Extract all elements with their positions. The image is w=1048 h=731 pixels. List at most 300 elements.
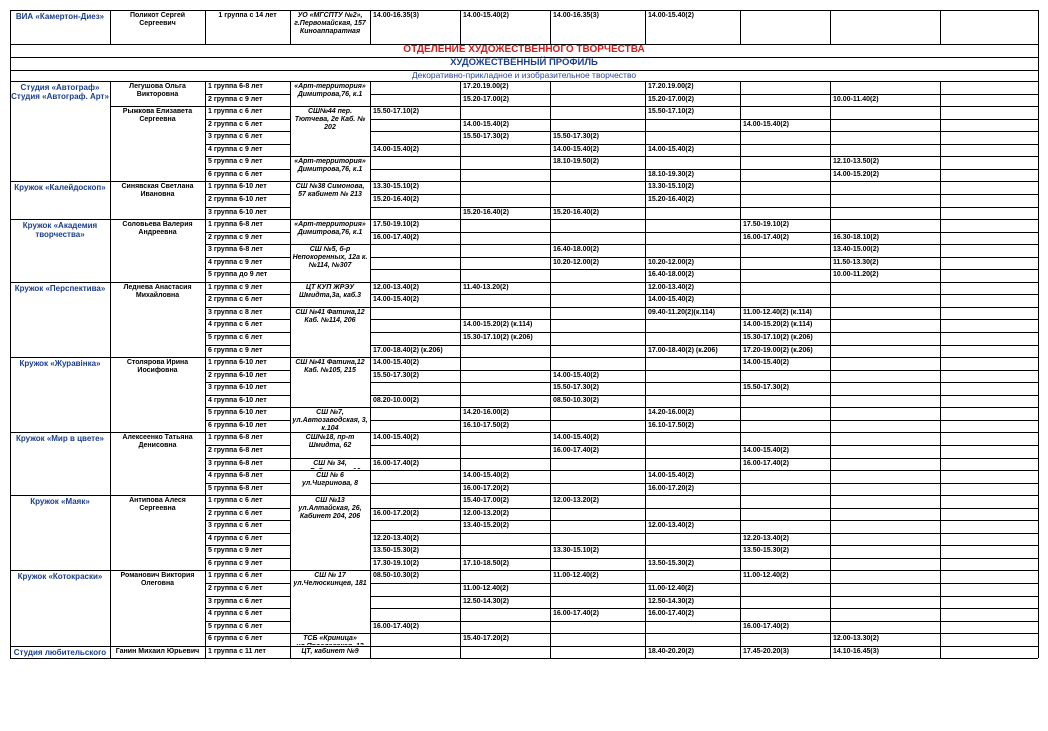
time-cell bbox=[551, 83, 644, 94]
column-border bbox=[940, 646, 941, 659]
time-cell: 15.40-17.00(2) bbox=[463, 497, 509, 505]
time-cell bbox=[831, 623, 939, 634]
time-cell bbox=[371, 246, 459, 257]
time-cell bbox=[941, 83, 1037, 94]
column-border bbox=[370, 81, 371, 181]
time-cell bbox=[371, 485, 459, 496]
studio-name: Кружок «Академия творчества» bbox=[22, 221, 98, 240]
time-cell bbox=[371, 209, 459, 220]
time-cell bbox=[941, 246, 1037, 257]
group-label: 5 группа до 9 лет bbox=[208, 271, 268, 279]
column-border bbox=[645, 181, 646, 219]
column-border bbox=[940, 181, 941, 219]
column-border bbox=[370, 181, 371, 219]
time-cell bbox=[741, 12, 829, 44]
row-border bbox=[370, 332, 1038, 333]
row-border bbox=[290, 244, 370, 245]
row-border bbox=[370, 583, 1038, 584]
column-border bbox=[110, 570, 111, 645]
column-border bbox=[205, 219, 206, 282]
group-label: 3 группа 6-8 лет bbox=[208, 246, 263, 254]
column-border bbox=[740, 10, 741, 44]
row-border bbox=[205, 119, 290, 120]
row-border bbox=[290, 470, 370, 471]
column-border bbox=[740, 646, 741, 659]
time-cell bbox=[831, 535, 939, 546]
teacher-name: Легушова Ольга Викторовна bbox=[129, 83, 186, 99]
time-cell bbox=[461, 158, 549, 169]
time-cell bbox=[741, 284, 829, 295]
time-cell bbox=[551, 648, 644, 659]
column-border bbox=[940, 219, 941, 282]
time-cell: 16.00-17.40(2) bbox=[373, 622, 419, 630]
row-border bbox=[370, 420, 1038, 421]
time-cell bbox=[551, 485, 644, 496]
time-cell bbox=[941, 108, 1037, 119]
time-cell bbox=[371, 259, 459, 270]
time-cell bbox=[551, 296, 644, 307]
time-cell: 14.00-15.40(2) bbox=[373, 145, 419, 153]
venue-address: ТСБ «Криница» bbox=[303, 635, 357, 643]
time-cell: 14.00-15.40(2) bbox=[463, 120, 509, 128]
venue-address: ЦТ, кабинет №9 bbox=[301, 647, 359, 655]
row-border bbox=[205, 319, 290, 320]
row-border bbox=[205, 294, 290, 295]
time-cell bbox=[741, 196, 829, 207]
row-border bbox=[290, 106, 370, 107]
time-cell bbox=[741, 259, 829, 270]
time-cell bbox=[941, 547, 1037, 558]
time-cell: 12.00-13.40(2) bbox=[648, 522, 694, 530]
column-border bbox=[550, 282, 551, 357]
column-border bbox=[550, 357, 551, 432]
time-cell bbox=[831, 497, 939, 508]
group-label: 1 группа с 6 лет bbox=[208, 572, 263, 580]
time-cell: 15.20-16.40(2) bbox=[463, 208, 509, 216]
column-border bbox=[205, 357, 206, 432]
time-cell bbox=[941, 321, 1037, 332]
row-border bbox=[370, 382, 1038, 383]
time-cell: 14.00-15.40(2) bbox=[373, 296, 419, 304]
row-border bbox=[370, 458, 1038, 459]
studio-name: Кружок «Котокраски» bbox=[17, 572, 103, 582]
column-border bbox=[370, 646, 371, 659]
time-cell bbox=[831, 510, 939, 521]
row-border bbox=[205, 633, 290, 634]
time-cell bbox=[551, 234, 644, 245]
time-cell bbox=[741, 146, 829, 157]
time-cell bbox=[646, 497, 739, 508]
time-cell: 14.20-16.00(2) bbox=[648, 409, 694, 417]
time-cell: 15.50-17.10(2) bbox=[373, 108, 419, 116]
row-border bbox=[205, 269, 290, 270]
time-cell: 14.00-15.40(2) bbox=[463, 472, 509, 480]
group-label: 3 группа с 8 лет bbox=[208, 308, 263, 316]
time-cell bbox=[941, 334, 1037, 345]
time-cell bbox=[941, 183, 1037, 194]
time-cell bbox=[461, 347, 549, 358]
row-border bbox=[370, 207, 1038, 208]
time-cell bbox=[741, 209, 829, 220]
column-border bbox=[290, 282, 291, 357]
column-border bbox=[940, 495, 941, 570]
column-border bbox=[645, 10, 646, 44]
column-border bbox=[10, 357, 11, 432]
time-cell bbox=[551, 108, 644, 119]
group-label: 3 группа с 6 лет bbox=[208, 133, 263, 141]
time-cell bbox=[741, 510, 829, 521]
time-cell bbox=[941, 560, 1037, 571]
column-border bbox=[740, 495, 741, 570]
venue-address: СШ №38 Симонова, 57 кабинет № 213 bbox=[295, 183, 365, 199]
column-border bbox=[1038, 57, 1039, 70]
row-border bbox=[370, 131, 1038, 132]
time-cell bbox=[831, 560, 939, 571]
time-cell bbox=[941, 171, 1037, 182]
time-cell bbox=[741, 158, 829, 169]
row-border bbox=[205, 545, 290, 546]
studio-name: Кружок «Маяк» bbox=[30, 497, 90, 507]
time-cell bbox=[646, 572, 739, 583]
department-title: ОТДЕЛЕНИЕ ХУДОЖЕСТВЕННОГО ТВОРЧЕСТВА bbox=[403, 44, 645, 55]
row-border bbox=[370, 294, 1038, 295]
column-border bbox=[110, 495, 111, 570]
time-cell bbox=[741, 422, 829, 433]
time-cell: 11.00-12.40(2) bbox=[743, 572, 789, 580]
time-cell bbox=[741, 472, 829, 483]
time-cell bbox=[741, 635, 829, 646]
time-cell bbox=[461, 196, 549, 207]
venue-address: «Арт-территория» Димитрова,76, к.1 bbox=[294, 221, 366, 237]
row-border bbox=[205, 370, 290, 371]
column-border bbox=[740, 181, 741, 219]
time-cell: 08.20-10.00(2) bbox=[373, 396, 419, 404]
time-cell bbox=[831, 321, 939, 332]
venue-address: СШ № 6 ул.Чигринова, 8 bbox=[301, 472, 359, 488]
block-border bbox=[10, 282, 1038, 283]
time-cell bbox=[831, 12, 939, 44]
time-cell: 17.20-19.00(2) (к.206) bbox=[743, 346, 813, 354]
row-border bbox=[205, 608, 290, 609]
row-border bbox=[205, 470, 290, 471]
group-label: 2 группа с 6 лет bbox=[208, 296, 263, 304]
column-border bbox=[1038, 219, 1039, 282]
time-cell: 16.00-17.40(2) bbox=[743, 622, 789, 630]
time-cell bbox=[551, 522, 644, 533]
column-border bbox=[830, 282, 831, 357]
column-border bbox=[550, 181, 551, 219]
time-cell: 14.00-15.40(2) bbox=[463, 12, 509, 19]
time-cell bbox=[461, 221, 549, 232]
row-border bbox=[205, 621, 290, 622]
column-border bbox=[205, 646, 206, 659]
time-cell bbox=[646, 460, 739, 471]
column-border bbox=[1038, 282, 1039, 357]
time-cell: 15.30-17.10(2) (к.206) bbox=[463, 334, 533, 341]
group-label: 6 группа 6-10 лет bbox=[208, 421, 267, 429]
time-cell bbox=[831, 334, 939, 345]
studio-name: Кружок «Журавінка» bbox=[19, 359, 101, 369]
time-cell bbox=[941, 158, 1037, 169]
time-cell: 14.00-15.40(2) bbox=[743, 359, 789, 367]
column-border bbox=[830, 646, 831, 659]
column-border bbox=[370, 570, 371, 645]
row-border bbox=[370, 508, 1038, 509]
time-cell bbox=[461, 572, 549, 583]
column-border bbox=[290, 570, 291, 645]
time-cell bbox=[646, 635, 739, 646]
group-label: 1 группа 6-8 лет bbox=[208, 434, 263, 442]
time-cell: 17.50-19.10(2) bbox=[373, 221, 419, 229]
time-cell bbox=[646, 221, 739, 232]
time-cell: 16.00-17.40(2) bbox=[373, 233, 419, 241]
column-border bbox=[205, 570, 206, 645]
venue-address: СШ№44 пер. Тютчева, 2е Каб. № 202 bbox=[294, 108, 366, 132]
group-label: 1 группа 6-10 лет bbox=[208, 359, 267, 367]
column-border bbox=[370, 282, 371, 357]
time-cell bbox=[646, 510, 739, 521]
row-border bbox=[370, 232, 1038, 233]
row-border bbox=[370, 345, 1038, 346]
time-cell bbox=[371, 648, 459, 659]
group-label: 3 группа 6-10 лет bbox=[208, 384, 267, 392]
column-border bbox=[550, 219, 551, 282]
group-label: 5 группа 6-10 лет bbox=[208, 409, 267, 417]
row-border bbox=[370, 621, 1038, 622]
time-cell bbox=[461, 146, 549, 157]
time-cell bbox=[831, 547, 939, 558]
time-cell bbox=[461, 372, 549, 383]
time-cell bbox=[371, 447, 459, 458]
time-cell: 17.30-19.10(2) bbox=[373, 559, 419, 567]
row-border bbox=[370, 144, 1038, 145]
time-cell bbox=[941, 572, 1037, 583]
time-cell bbox=[551, 196, 644, 207]
row-border bbox=[370, 520, 1038, 521]
time-cell: 14.00-16.35(3) bbox=[553, 12, 599, 19]
block-border bbox=[10, 219, 1038, 220]
time-cell bbox=[646, 133, 739, 144]
column-border bbox=[110, 357, 111, 432]
time-cell bbox=[831, 121, 939, 132]
time-cell bbox=[461, 271, 549, 282]
venue-address: СШ №7, ул.Автозаводская, 3, к.104 bbox=[292, 409, 368, 432]
group-label: 2 группа с 9 лет bbox=[208, 233, 263, 241]
column-border bbox=[10, 70, 11, 81]
row-border bbox=[205, 407, 290, 408]
time-cell bbox=[551, 221, 644, 232]
row-border bbox=[370, 169, 1038, 170]
column-border bbox=[830, 432, 831, 495]
time-cell bbox=[831, 359, 939, 370]
time-cell bbox=[941, 259, 1037, 270]
time-cell bbox=[371, 598, 459, 609]
column-border bbox=[830, 81, 831, 181]
group-label: 6 группа с 9 лет bbox=[208, 346, 263, 354]
group-label: 5 группа с 6 лет bbox=[208, 334, 263, 341]
row-border bbox=[370, 370, 1038, 371]
column-border bbox=[110, 282, 111, 357]
time-cell bbox=[371, 497, 459, 508]
time-cell: 11.50-13.30(2) bbox=[833, 258, 879, 266]
column-border bbox=[940, 81, 941, 181]
time-cell: 14.00-15.40(2) bbox=[553, 371, 599, 379]
time-cell bbox=[831, 472, 939, 483]
group-label: 4 группа с 9 лет bbox=[208, 145, 263, 153]
teacher-name: Синявская Светлана Ивановна bbox=[121, 183, 194, 199]
group-label: 2 группа 6-10 лет bbox=[208, 371, 267, 379]
time-cell: 17.00-18.40(2) (к.206) bbox=[648, 346, 718, 354]
group-label: 2 группа с 6 лет bbox=[208, 585, 263, 592]
column-border bbox=[1038, 357, 1039, 432]
time-cell bbox=[941, 271, 1037, 282]
time-cell bbox=[646, 321, 739, 332]
time-cell bbox=[831, 196, 939, 207]
time-cell bbox=[741, 372, 829, 383]
venue-address: «Арт-территория» Димитрова,76, к.1 bbox=[294, 83, 366, 99]
time-cell bbox=[461, 108, 549, 119]
time-cell bbox=[941, 372, 1037, 383]
time-cell: 10.00-11.20(2) bbox=[833, 271, 879, 279]
group-label: 2 группа 6-8 лет bbox=[208, 446, 263, 454]
time-cell bbox=[371, 334, 459, 345]
column-border bbox=[370, 432, 371, 495]
time-cell: 12.00-13.40(2) bbox=[373, 283, 419, 291]
row-border bbox=[110, 106, 205, 107]
time-cell bbox=[461, 384, 549, 395]
time-cell bbox=[941, 598, 1037, 609]
time-cell bbox=[941, 535, 1037, 546]
column-border bbox=[830, 181, 831, 219]
group-label: 1 группа с 6 лет bbox=[208, 497, 263, 505]
time-cell bbox=[461, 623, 549, 634]
teacher-name: Ганин Михаил Юрьевич bbox=[115, 647, 200, 655]
time-cell bbox=[941, 623, 1037, 634]
column-border bbox=[460, 432, 461, 495]
group-label: 4 группа 6-8 лет bbox=[208, 472, 263, 480]
time-cell: 18.10-19.30(2) bbox=[648, 170, 694, 178]
time-cell: 09.40-11.20(2)(к.114) bbox=[648, 308, 715, 316]
time-cell: 11.40-13.20(2) bbox=[463, 283, 509, 291]
time-cell bbox=[646, 535, 739, 546]
venue-address: СШ №41 Фатина,12 Каб. №114, 206 bbox=[295, 308, 365, 324]
column-border bbox=[645, 495, 646, 570]
time-cell: 14.00-15.40(2) bbox=[553, 434, 599, 442]
group-label: 1 группа 6-10 лет bbox=[208, 183, 267, 191]
time-cell bbox=[941, 610, 1037, 621]
time-cell bbox=[941, 522, 1037, 533]
group-label: 2 группа с 9 лет bbox=[208, 95, 263, 103]
column-border bbox=[10, 81, 11, 181]
group-label: 4 группа с 6 лет bbox=[208, 610, 263, 618]
column-border bbox=[10, 495, 11, 570]
time-cell: 14.00-15.40(2) bbox=[648, 296, 694, 304]
time-cell bbox=[941, 121, 1037, 132]
column-border bbox=[550, 646, 551, 659]
time-cell bbox=[941, 359, 1037, 370]
column-border bbox=[1038, 44, 1039, 57]
time-cell bbox=[461, 171, 549, 182]
row-border bbox=[205, 232, 290, 233]
time-cell bbox=[941, 196, 1037, 207]
column-border bbox=[830, 10, 831, 44]
venue-address: СШ №5, б-р Непокоренных, 12а к.№114, №307 bbox=[292, 246, 368, 270]
time-cell: 14.00-16.35(3) bbox=[373, 12, 419, 19]
time-cell bbox=[461, 309, 549, 320]
block-border bbox=[10, 432, 1038, 433]
column-border bbox=[460, 219, 461, 282]
time-cell: 11.00-12.40(2) (к.114) bbox=[743, 308, 812, 316]
time-cell bbox=[741, 296, 829, 307]
block-border bbox=[10, 357, 1038, 358]
time-cell bbox=[461, 359, 549, 370]
studio-name: Кружок «Мир в цвете» bbox=[16, 434, 104, 444]
row-border bbox=[205, 94, 290, 95]
time-cell bbox=[551, 409, 644, 420]
time-cell bbox=[941, 234, 1037, 245]
time-cell bbox=[941, 146, 1037, 157]
column-border bbox=[830, 219, 831, 282]
time-cell bbox=[646, 359, 739, 370]
column-border bbox=[205, 10, 206, 44]
time-cell bbox=[741, 610, 829, 621]
column-border bbox=[290, 219, 291, 282]
time-cell: 17.10-18.50(2) bbox=[463, 559, 509, 567]
block-border bbox=[10, 570, 1038, 571]
row-border bbox=[205, 382, 290, 383]
row-border bbox=[205, 156, 290, 157]
row-border bbox=[205, 458, 290, 459]
time-cell bbox=[941, 133, 1037, 144]
row-border bbox=[370, 194, 1038, 195]
time-cell bbox=[461, 535, 549, 546]
time-cell: 16.40-18.00(2) bbox=[553, 246, 599, 254]
time-cell: 12.20-13.40(2) bbox=[373, 534, 419, 542]
column-border bbox=[550, 432, 551, 495]
time-cell bbox=[371, 610, 459, 621]
time-cell: 15.40-17.20(2) bbox=[463, 635, 509, 643]
time-cell bbox=[941, 384, 1037, 395]
time-cell bbox=[831, 422, 939, 433]
time-cell bbox=[371, 635, 459, 646]
group-label: 1 группа с 11 лет bbox=[208, 647, 266, 655]
group-label: 6 группа с 9 лет bbox=[208, 559, 263, 567]
column-border bbox=[940, 357, 941, 432]
row-border bbox=[370, 244, 1038, 245]
teacher-name: Столярова Ирина Иосифовна bbox=[126, 359, 189, 375]
time-cell bbox=[646, 121, 739, 132]
time-cell: 14.10-16.45(3) bbox=[833, 647, 879, 655]
column-border bbox=[290, 181, 291, 219]
row-border bbox=[370, 633, 1038, 634]
column-border bbox=[290, 81, 291, 181]
group-label: 3 группа 6-10 лет bbox=[208, 208, 267, 216]
group-label: 3 группа с 6 лет bbox=[208, 522, 263, 530]
time-cell bbox=[551, 359, 644, 370]
time-cell bbox=[646, 158, 739, 169]
row-border bbox=[205, 257, 290, 258]
column-border bbox=[205, 495, 206, 570]
row-border bbox=[205, 194, 290, 195]
time-cell bbox=[371, 83, 459, 94]
time-cell: 13.50-15.30(2) bbox=[648, 559, 694, 567]
time-cell: 08.50-10.30(2) bbox=[553, 396, 599, 404]
group-label: 4 группа 6-10 лет bbox=[208, 396, 267, 404]
time-cell: 17.00-18.40(2) (к.206) bbox=[373, 346, 443, 354]
block-border bbox=[10, 646, 1038, 647]
time-cell bbox=[941, 284, 1037, 295]
column-border bbox=[110, 10, 111, 44]
